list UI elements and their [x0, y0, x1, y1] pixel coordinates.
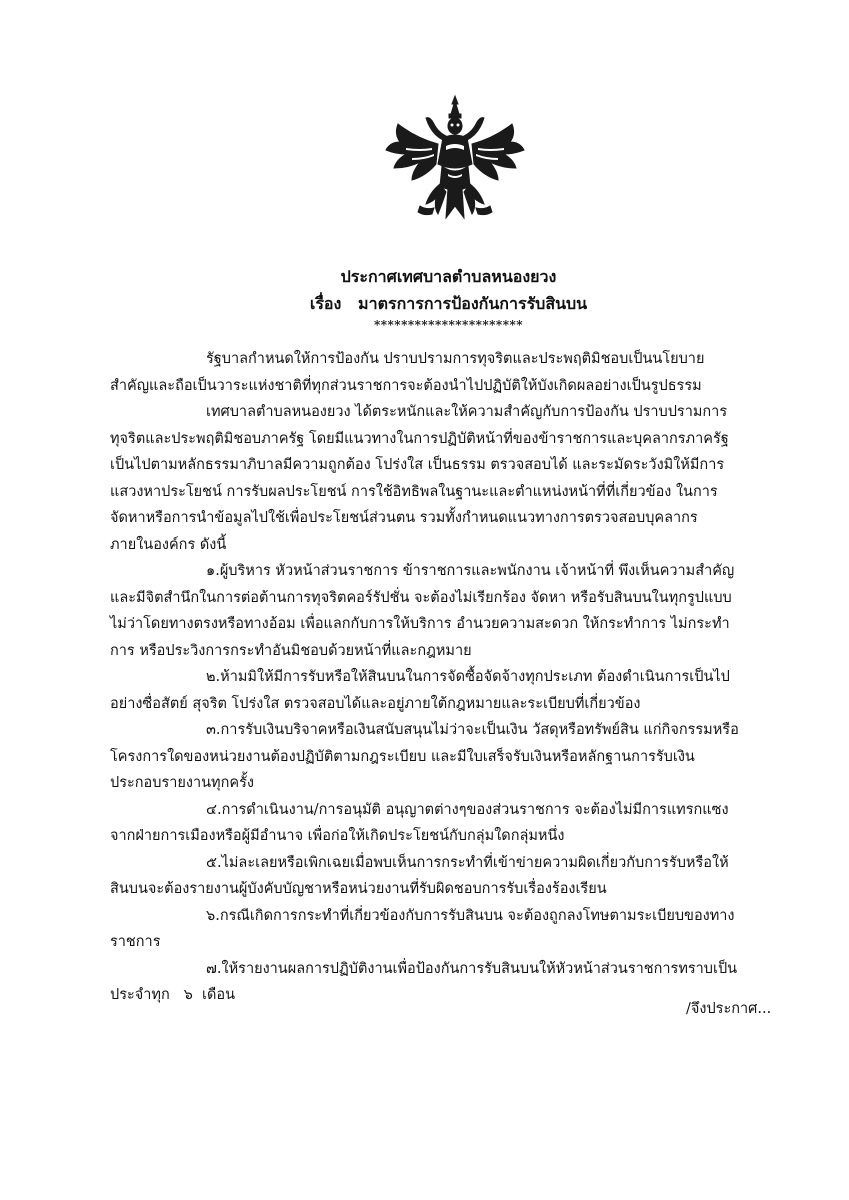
title-divider: **********************: [373, 318, 524, 332]
measure-item-3: ๓.การรับเงินบริจาคหรือเงินสนับสนุนไม่ว่าจะเป็นเงิน วัสดุหรือทรัพย์สิน แก่กิจกรรมหรือโครงการใดของหน่วยงานต้องปฏิบัติตามกฎระเบียบ และมีใบเสร็จรับเงินหรือหลักฐานการรับเงินประกอบรายงานทุกครั้ง: [110, 722, 739, 791]
document-body: [110, 346, 740, 1009]
continued-marker: /จึงประกาศ...: [686, 1001, 772, 1017]
measure-item-2: ๒.ห้ามมิให้มีการรับหรือให้สินบนในการจัดซื้อจัดจ้างทุกประเภท ต้องดำเนินการเป็นไปอย่างซื่อสัตย์ สุจริต โปร่งใส ตรวจสอบได้และอยู่ภายใต้กฎหมายและระเบียบที่เกี่ยวข้อง: [110, 669, 730, 712]
measure-item-1: ๑.ผู้บริหาร หัวหน้าส่วนราชการ ข้าราชการและพนักงาน เจ้าหน้าที่ พึงเห็นความสำคัญและมีจิตสำนึกในการต่อต้านการทุจริตคอร์รัปชั่น จะต้องไม่เรียกร้อง จัดหา หรือรับสินบนในทุกรูปแบบไม่ว่าโดยทางตรงหรือทางอ้อม เพื่อแลกกับการให้บริการ อำนวยความสะดวก ให้กระทำการ ไม่กระทำการ หรือประวิงการกระทำอันมิชอบด้วยหน้าที่และกฎหมาย: [110, 563, 735, 659]
document-subject: เรื่อง มาตรการการป้องกันการรับสินบน: [309, 294, 588, 313]
paragraph-commitment: เทศบาลตำบลหนองยวง ได้ตระหนักและให้ความสำคัญกับการป้องกัน ปราบปรามการทุจริตและประพฤติมิชอบภาครัฐ โดยมีแนวทางในการปฏิบัติหน้าที่ของข้าราชการและบุคลากรภาครัฐเป็นไปตามหลักธรรมาภิบาลมีความถูกต้อง โปร่งใส เป็นธรรม ตรวจสอบได้ และระมัดระวังมิให้มีการแสวงหาประโยชน์ การรับผลประโยชน์ การใช้อิทธิพลในฐานะและตำแหน่งหน้าที่ที่เกี่ยวข้อง ในการจัดหาหรือการนำข้อมูลไปใช้เพื่อประโยชน์ส่วนตน รวมทั้งกำหนดแนวทางการตรวจสอบบุคลากรภายในองค์กร ดังนี้: [110, 404, 729, 553]
garuda-emblem-icon: [376, 94, 534, 224]
measure-item-7: ๗.ให้รายงานผลการปฏิบัติงานเพื่อป้องกันการรับสินบนให้หัวหน้าส่วนราชการทราบเป็นประจำทุก ๖ เดือน: [110, 960, 738, 1003]
measure-item-6: ๖.กรณีเกิดการกระทำที่เกี่ยวข้องกับการรับสินบน จะต้องถูกลงโทษตามระเบียบของทางราชการ: [110, 907, 735, 950]
paragraph-intro: รัฐบาลกำหนดให้การป้องกัน ปราบปรามการทุจริตและประพฤติมิชอบเป็นนโยบายสำคัญและถือเป็นวาระแห่งชาติที่ทุกส่วนราชการจะต้องนำไปปฏิบัติให้บังเกิดผลอย่างเป็นรูปธรรม: [110, 351, 705, 394]
document-title: ประกาศเทศบาลตำบลหนองยวง: [340, 267, 557, 286]
measure-item-4: ๔.การดำเนินงาน/การอนุมัติ อนุญาตต่างๆของส่วนราชการ จะต้องไม่มีการแทรกแซงจากฝ่ายการเมืองหรือผู้มีอำนาจ เพื่อก่อให้เกิดประโยชน์กับกลุ่มใดกลุ่มหนึ่ง: [110, 801, 729, 844]
measure-item-5: ๕.ไม่ละเลยหรือเพิกเฉยเมื่อพบเห็นการกระทำที่เข้าข่ายความผิดเกี่ยวกับการรับหรือให้สินบนจะต้องรายงานผู้บังคับบัญชาหรือหน่วยงานที่รับผิดชอบการรับเรื่องร้องเรียน: [110, 854, 729, 897]
